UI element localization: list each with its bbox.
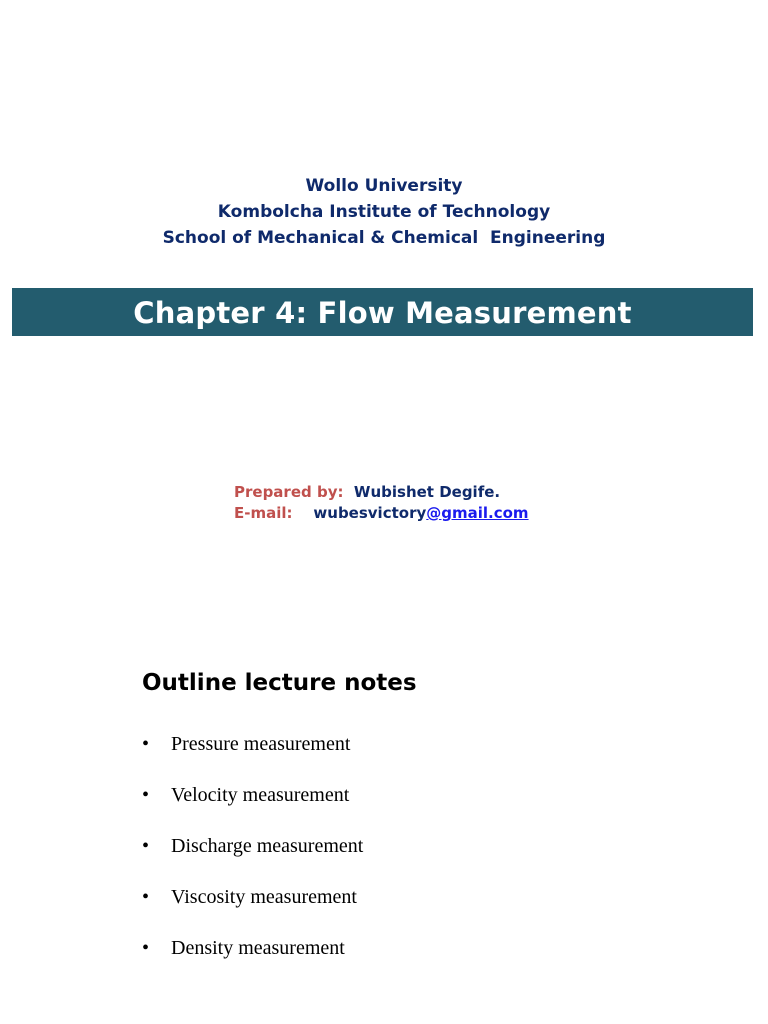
email-label: E-mail: [234,504,293,522]
chapter-title-banner [12,288,753,336]
institute-name: Kombolcha Institute of Technology [217,202,551,222]
bullet-icon: • [142,886,150,908]
bullet-icon: • [142,784,150,806]
list-item-text: Density measurement [171,937,345,959]
list-item [142,784,363,835]
email-link[interactable]: @gmail.com [426,504,529,522]
author-info [234,482,529,524]
prepared-by-label: Prepared by: [234,483,344,501]
list-item-text: Pressure measurement [171,733,351,755]
list-item-text: Discharge measurement [171,835,364,857]
outline-list [142,733,363,988]
list-item [142,835,363,886]
email-user: wubesvictory [313,504,427,522]
school-name: School of Mechanical & Chemical Engineering [162,228,606,248]
email-row [234,503,529,524]
list-item-text: Viscosity measurement [171,886,357,908]
bullet-icon: • [142,835,150,857]
institution-header [0,173,768,251]
author-name: Wubishet Degife. [353,483,501,501]
list-item-text: Velocity measurement [171,784,350,806]
bullet-icon: • [142,733,150,755]
bullet-icon: • [142,937,150,959]
chapter-title: Chapter 4: Flow Measurement [133,296,632,330]
prepared-by-row [234,482,529,503]
list-item [142,733,363,784]
list-item [142,886,363,937]
university-name: Wollo University [305,176,463,196]
outline-heading: Outline lecture notes [142,670,417,696]
list-item [142,937,363,988]
